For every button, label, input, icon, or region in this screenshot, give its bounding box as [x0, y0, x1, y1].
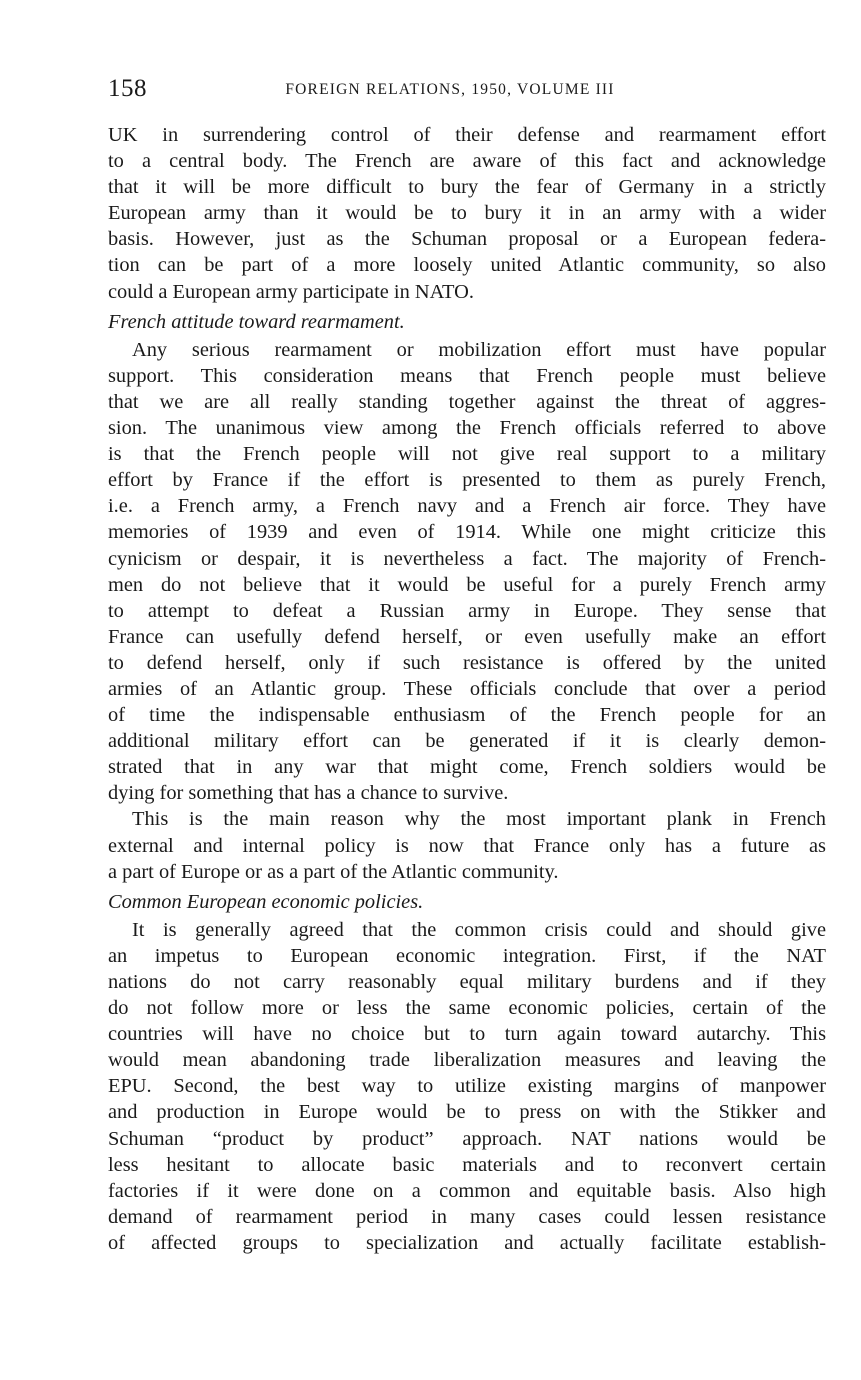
text-line: that we are all really standing together against the threat of aggres-: [108, 390, 826, 413]
text-line: to a central body. The French are aware of this fact and acknowledge: [108, 150, 826, 173]
section-heading: French attitude toward rearmament.: [108, 310, 405, 333]
text-line: sion. The unanimous view among the French officials referred to above: [108, 417, 826, 440]
text-line: an impetus to European economic integration. First, if the NAT: [108, 944, 826, 967]
text-line: EPU. Second, the best way to utilize existing margins of manpower: [108, 1075, 826, 1098]
intro-paragraph: [108, 122, 826, 305]
text-line: strated that in any war that might come, French soldiers would be: [108, 756, 826, 779]
text-line: external and internal policy is now that France only has a future as: [108, 834, 826, 857]
text-line: do not follow more or less the same economic policies, certain of the: [108, 997, 826, 1020]
text-line: of affected groups to specialization and actually facilitate establish-: [108, 1231, 826, 1254]
text-line: Any serious rearmament or mobilization effort must have popular: [132, 338, 826, 361]
text-line: is that the French people will not give real support to a military: [108, 443, 826, 466]
paragraph: [108, 337, 826, 807]
text-line: UK in surrendering control of their defense and rearmament effort: [108, 124, 826, 146]
text-line: dying for something that has a chance to survive.: [108, 782, 509, 805]
paragraph: [108, 806, 826, 884]
running-title: FOREIGN RELATIONS, 1950, VOLUME III: [285, 81, 615, 98]
text-line: It is generally agreed that the common crisis could and should give: [132, 918, 826, 941]
text-line: factories if it were done on a common and equitable basis. Also high: [108, 1179, 826, 1202]
text-line: could a European army participate in NATO.: [108, 280, 474, 303]
text-line: memories of 1939 and even of 1914. While one might criticize this: [108, 521, 826, 544]
text-line: to attempt to defeat a Russian army in Europe. They sense that: [108, 599, 826, 622]
text-line: nations do not carry reasonably equal military burdens and if they: [108, 971, 826, 993]
text-line: France can usefully defend herself, or even usefully make an effort: [108, 625, 826, 648]
text-line: This is the main reason why the most important plank in French: [132, 808, 826, 831]
text-line: and production in Europe would be to press on with the Stikker and: [108, 1101, 826, 1124]
text-line: that it will be more difficult to bury the fear of Germany in a strictly: [108, 176, 826, 199]
section-heading: Common European economic policies.: [108, 890, 424, 913]
text-line: European army than it would be to bury it in an army with a wider: [108, 202, 826, 225]
section-economic-policies: [108, 889, 826, 1256]
text-line: effort by France if the effort is presented to them as purely French,: [108, 469, 826, 492]
text-line: men do not believe that it would be useful for a purely French army: [108, 573, 826, 596]
text-line: demand of rearmament period in many cases could lessen resistance: [108, 1205, 826, 1228]
text-line: basis. However, just as the Schuman proposal or a European federa-: [108, 228, 826, 251]
text-line: cynicism or despair, it is nevertheless a fact. The majority of French-: [108, 547, 826, 570]
text-line: a part of Europe or as a part of the Atlantic community.: [108, 860, 559, 883]
text-line: of time the indispensable enthusiasm of the French people for an: [108, 704, 826, 727]
text-line: less hesitant to allocate basic materials and to reconvert certain: [108, 1153, 826, 1176]
section-french-attitude: [108, 309, 826, 885]
text-line: tion can be part of a more loosely united Atlantic community, so also: [108, 254, 826, 277]
text-line: would mean abandoning trade liberalization measures and leaving the: [108, 1049, 826, 1072]
text-line: additional military effort can be generated if it is clearly demon-: [108, 730, 826, 753]
text-line: support. This consideration means that French people must believe: [108, 364, 826, 387]
text-line: armies of an Atlantic group. These officials conclude that over a period: [108, 677, 826, 700]
paragraph: [108, 917, 826, 1256]
text-line: countries will have no choice but to turn again toward autarchy. This: [108, 1023, 826, 1046]
running-header: [108, 74, 826, 108]
page-number: 158: [108, 75, 147, 102]
document-page: [108, 74, 826, 1256]
text-line: to defend herself, only if such resistance is offered by the united: [108, 651, 826, 674]
text-line: i.e. a French army, a French navy and a French air force. They have: [108, 495, 826, 518]
text-line: Schuman “product by product” approach. NAT nations would be: [108, 1127, 826, 1150]
